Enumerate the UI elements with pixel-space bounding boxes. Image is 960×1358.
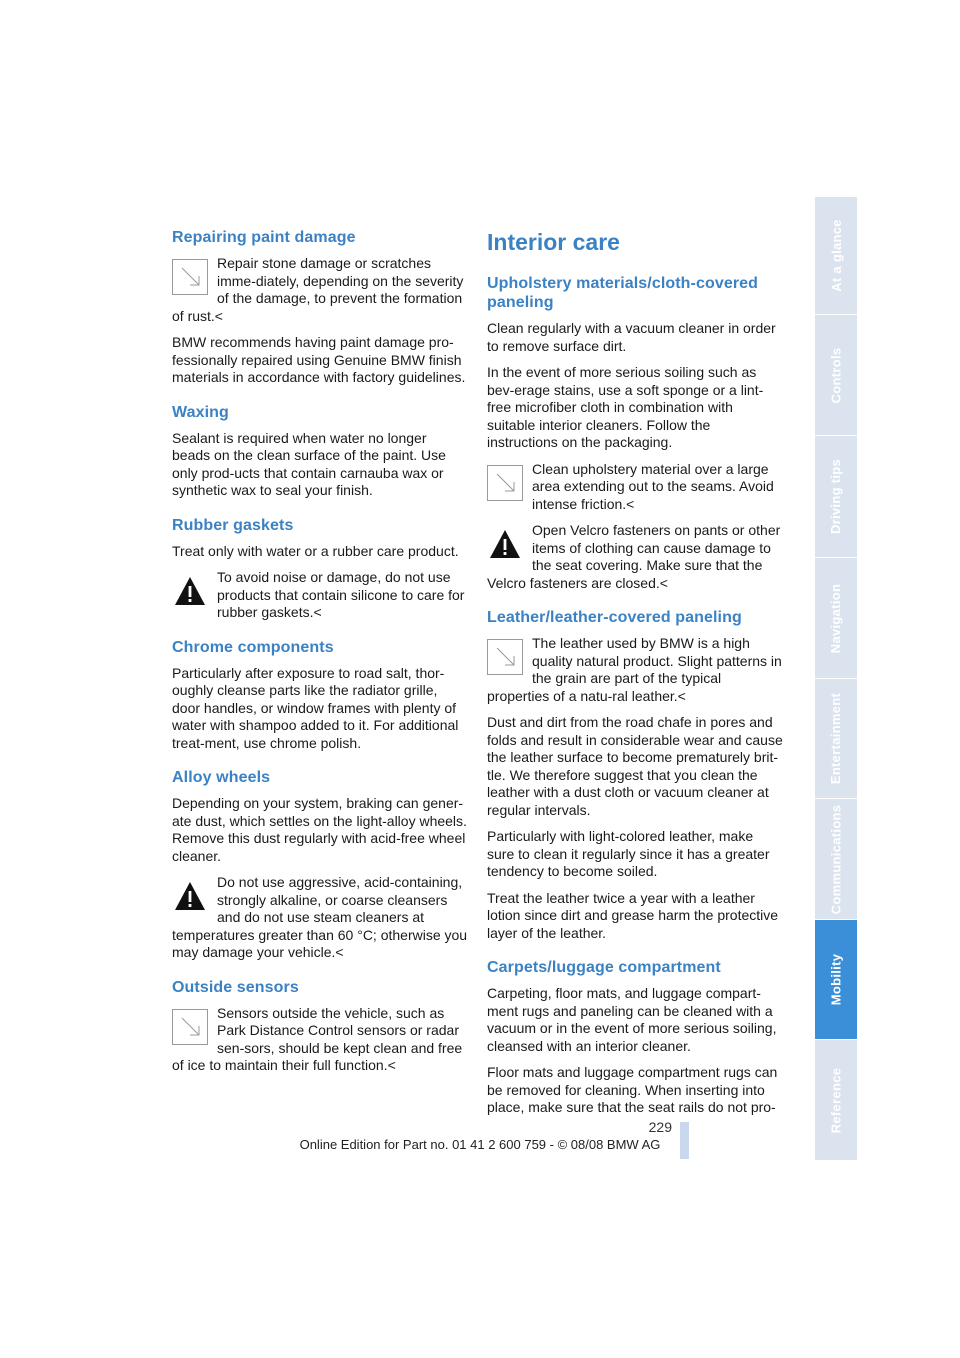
note-sensors-text: Sensors outside the vehicle, such as Park Distance Control sensors or radar sen-sors, should be kept clean and free of ice to maintain their full function. (172, 1004, 463, 1073)
tab-label: Controls (828, 347, 844, 403)
paragraph: Depending on your system, braking can gener-ate dust, which settles on the light-alloy wheels. Remove this dust regularly with acid-free wheel cleaner. (172, 795, 467, 864)
chapter-sidebar (815, 197, 857, 1160)
paragraph: Sealant is required when water no longer beads on the clean surface of the paint. Use only prod-ucts that contain carnauba wax or synthetic wax to seal your finish. (172, 429, 446, 498)
paragraph: Particularly after exposure to road salt, thor-oughly cleanse parts like the radiator grille, door handles, or window frames with plenty of water with shampoo added to it. For additional treat-ment, use chrome polish. (172, 664, 459, 751)
heading-paint-damage: Repairing paint damage (172, 229, 356, 246)
end-marker: < (214, 307, 223, 324)
warning-alloy (172, 874, 468, 962)
paragraph: BMW recommends having paint damage pro-fessionally repaired using Genuine BMW finish materials in accordance with factory guidelines. (172, 334, 466, 385)
section-carpets (487, 958, 783, 1117)
tab-label: Reference (828, 1067, 844, 1133)
section-alloy-wheels (172, 768, 468, 962)
tab-communications[interactable] (815, 799, 857, 920)
section-waxing (172, 403, 468, 500)
end-marker: < (313, 604, 322, 620)
section-leather (487, 608, 783, 942)
end-marker: < (387, 1057, 396, 1073)
right-column (487, 228, 783, 1133)
warning-alloy-text: Do not use aggressive, acid-containing, strongly alkaline, or coarse cleansers and do not use steam cleaners at temperatures greater than 60 °C; otherwise you may damage your vehicle. (172, 874, 468, 960)
warning-velcro (487, 522, 783, 592)
paragraph: In the event of more serious soiling such as bev-erage stains, use a soft sponge or a lint-free microfiber cloth in combination with suitable interior cleaners. Follow the instructions on the packaging. (487, 364, 764, 450)
paragraph: Carpeting, floor mats, and luggage compart-ment rugs and paneling can be cleaned with a vacuum or in the event of more serious soiling, cleansed with an interior cleaner. (487, 985, 777, 1054)
note-sensors (172, 1005, 468, 1075)
tab-at-a-glance[interactable] (815, 197, 857, 315)
paragraph: Treat only with water or a rubber care product. (172, 542, 459, 559)
page-number: 229 (648, 1119, 672, 1135)
heading-alloy-wheels: Alloy wheels (172, 769, 271, 786)
section-chrome (172, 638, 468, 753)
end-marker: < (335, 944, 344, 960)
warning-rubber-text: To avoid noise or damage, do not use products that contain silicone to care for rubber gaskets. (217, 569, 465, 620)
end-marker: < (626, 495, 635, 512)
tab-label: Driving tips (828, 458, 844, 535)
note-upholstery (487, 461, 783, 514)
footer-edition: Online Edition for Part no. 01 41 2 600 759 - © 08/08 BMW AG (299, 1137, 661, 1152)
note-arrow-icon (172, 259, 208, 295)
warning-triangle-icon (172, 878, 208, 914)
end-marker: < (659, 574, 668, 591)
note-paint-text: Repair stone damage or scratches imme-diately, depending on the severity of the damage, to prevent the formation of rust. (172, 255, 464, 324)
paragraph: Clean regularly with a vacuum cleaner in order to remove surface dirt. (487, 320, 776, 354)
paragraph: Dust and dirt from the road chafe in pores and folds and result in considerable wear and cause the leather surface to become prematurely brit-tle. We therefore suggest that you clean the leather with a dust cloth or vacuum cleaner at regular intervals. (487, 714, 783, 818)
paragraph: Particularly with light-colored leather, make sure to clean it regularly since it has a greater tendency to become soiled. (487, 828, 770, 879)
note-arrow-icon (487, 639, 523, 675)
section-upholstery (487, 274, 783, 592)
paragraph: Treat the leather twice a year with a leather lotion since dirt and grease harm the protective layer of the leather. (487, 889, 779, 941)
tab-label: At a glance (828, 219, 844, 292)
tab-label: Entertainment (828, 692, 844, 785)
section-rubber-gaskets (172, 516, 468, 622)
warning-triangle-icon (172, 573, 208, 609)
tab-label: Mobility (828, 953, 844, 1006)
heading-rubber-gaskets: Rubber gaskets (172, 516, 294, 534)
tab-label: Navigation (828, 583, 844, 653)
end-marker: < (677, 687, 686, 704)
note-upholstery-text: Clean upholstery material over a large area extending out to the seams. Avoid intense friction. (532, 460, 774, 512)
warning-rubber (172, 569, 468, 622)
tab-label: Communications (828, 804, 844, 914)
section-outside-sensors (172, 978, 468, 1075)
warning-triangle-icon (487, 526, 523, 562)
tab-mobility[interactable] (815, 920, 857, 1040)
section-paint-damage (172, 228, 468, 387)
tab-navigation[interactable] (815, 558, 857, 679)
note-leather-text: The leather used by BMW is a high quality natural product. Slight patterns in the grain are part of the typical properties of a natu-ral leather. (487, 635, 782, 704)
note-arrow-icon (172, 1009, 208, 1045)
tab-driving-tips[interactable] (815, 436, 857, 558)
note-leather (487, 635, 783, 705)
tab-entertainment[interactable] (815, 679, 857, 799)
heading-carpets: Carpets/luggage compartment (487, 959, 721, 976)
left-column (172, 228, 468, 1091)
heading-outside-sensors: Outside sensors (172, 978, 299, 996)
note-arrow-icon (487, 465, 523, 501)
paragraph: Floor mats and luggage compartment rugs can be removed for cleaning. When inserting into place, make sure that the seat rails do not pro- (487, 1064, 778, 1115)
heading-interior-care: Interior care (487, 229, 620, 255)
heading-waxing: Waxing (172, 403, 229, 421)
warning-velcro-text: Open Velcro fasteners on pants or other items of clothing can cause damage to the seat covering. Make sure that the Velcro fasteners are closed. (487, 522, 781, 591)
heading-upholstery: Upholstery materials/cloth-covered paneling (487, 275, 759, 311)
heading-leather: Leather/leather-covered paneling (487, 609, 742, 626)
note-paint-damage (172, 255, 468, 325)
heading-chrome: Chrome components (172, 638, 334, 656)
tab-controls[interactable] (815, 315, 857, 436)
